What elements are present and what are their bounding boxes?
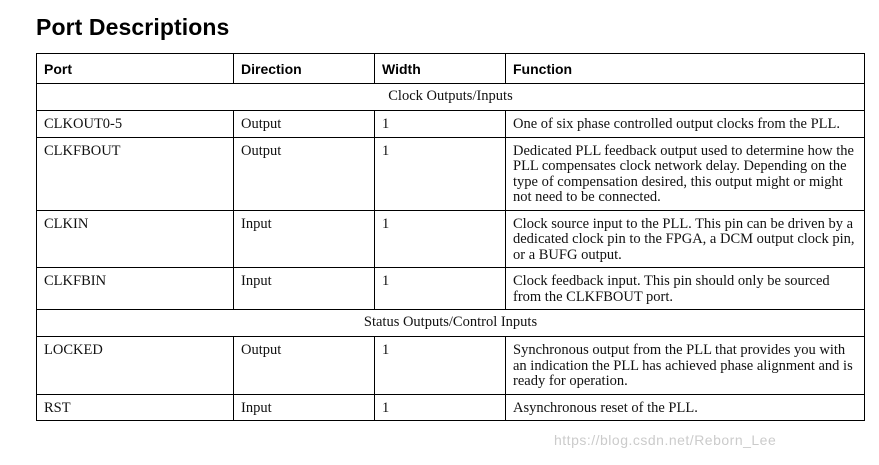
- direction-cell: Output: [234, 337, 375, 395]
- table-row: [37, 268, 865, 310]
- port-cell: CLKOUT0-5: [37, 111, 234, 138]
- table-row: [37, 337, 865, 395]
- width-cell: 1: [375, 337, 506, 395]
- section-row: [37, 310, 865, 337]
- section-clock-outputs-inputs: Clock Outputs/Inputs: [37, 84, 865, 111]
- port-cell: LOCKED: [37, 337, 234, 395]
- header-function: Function: [506, 54, 865, 84]
- table-header-row: [37, 54, 865, 84]
- table-row: [37, 394, 865, 421]
- function-cell: Synchronous output from the PLL that provides you with an indication the PLL has achieved phase alignment and is ready for operation.: [506, 337, 865, 395]
- width-cell: 1: [375, 268, 506, 310]
- port-cell: RST: [37, 394, 234, 421]
- watermark: https://blog.csdn.net/Reborn_Lee: [554, 432, 777, 448]
- direction-cell: Input: [234, 210, 375, 268]
- function-cell: Dedicated PLL feedback output used to determine how the PLL compensates clock network delay. Depending on the type of compensation desired, this output might or might not need to be connected.: [506, 137, 865, 210]
- header-width: Width: [375, 54, 506, 84]
- port-cell: CLKFBOUT: [37, 137, 234, 210]
- header-port: Port: [37, 54, 234, 84]
- width-cell: 1: [375, 137, 506, 210]
- table-row: [37, 137, 865, 210]
- direction-cell: Output: [234, 137, 375, 210]
- function-cell: Clock feedback input. This pin should only be sourced from the CLKFBOUT port.: [506, 268, 865, 310]
- port-cell: CLKFBIN: [37, 268, 234, 310]
- direction-cell: Input: [234, 268, 375, 310]
- table-row: [37, 210, 865, 268]
- page-title: Port Descriptions: [36, 14, 230, 40]
- width-cell: 1: [375, 394, 506, 421]
- width-cell: 1: [375, 111, 506, 138]
- direction-cell: Output: [234, 111, 375, 138]
- port-cell: CLKIN: [37, 210, 234, 268]
- section-status-outputs-control-inputs: Status Outputs/Control Inputs: [37, 310, 865, 337]
- function-cell: Asynchronous reset of the PLL.: [506, 394, 865, 421]
- function-cell: Clock source input to the PLL. This pin can be driven by a dedicated clock pin to the FPGA, a DCM output clock pin, or a BUFG output.: [506, 210, 865, 268]
- width-cell: 1: [375, 210, 506, 268]
- table-row: [37, 111, 865, 138]
- direction-cell: Input: [234, 394, 375, 421]
- function-cell: One of six phase controlled output clocks from the PLL.: [506, 111, 865, 138]
- port-descriptions-table: [36, 53, 865, 421]
- header-direction: Direction: [234, 54, 375, 84]
- section-row: [37, 84, 865, 111]
